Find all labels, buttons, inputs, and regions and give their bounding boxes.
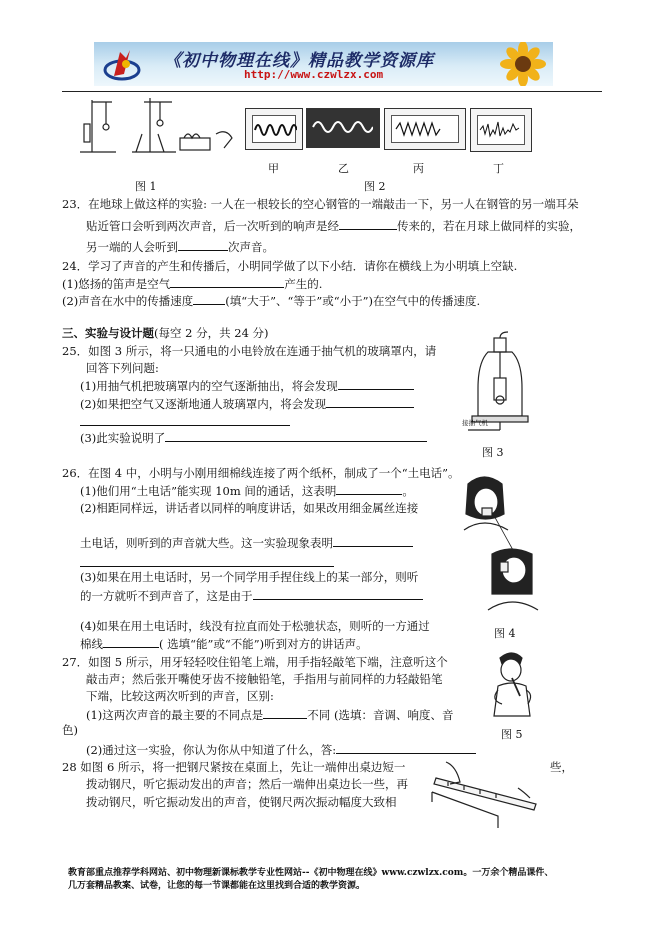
figure-6-ruler-on-table bbox=[428, 758, 540, 830]
banner-url[interactable]: http://www.czwlzx.com bbox=[244, 68, 384, 81]
footer-line-1: 教育部重点推荐学科网站、初中物理新课标教学专业性网站--《初中物理在线》www.czwlzx.com。一万余个精品课件、 bbox=[68, 868, 554, 878]
q27-blank-1[interactable] bbox=[263, 707, 307, 719]
q28-line-3: 拨动钢尺，听它振动发出的声音，使钢尺两次振动幅度大致相 bbox=[86, 795, 397, 809]
oscilloscope-b bbox=[306, 108, 380, 148]
q27-blank-2[interactable] bbox=[336, 742, 476, 754]
figure-5-boy-with-pencil bbox=[486, 650, 538, 724]
banner-title: 《初中物理在线》精品教学资源库 bbox=[164, 51, 434, 71]
q26-blank-1[interactable] bbox=[336, 483, 402, 495]
q27-line-3: 下端，比较这两次听到的声音，区别: bbox=[86, 689, 274, 703]
sunflower-icon bbox=[489, 42, 553, 86]
q25-blank-2-continued[interactable] bbox=[80, 425, 290, 426]
waveform-a bbox=[253, 116, 297, 144]
footer-line-2: 几万套精品教案、试卷，让您的每一节课都能在这里找到合适的教学资源。 bbox=[68, 881, 366, 891]
q23-line-1: 23．在地球上做这样的实验: 一人在一根较长的空心钢管的一端敲击一下，另一人在钢管的另一端耳朵 bbox=[62, 197, 579, 211]
figure-4-caption: 图 4 bbox=[494, 627, 516, 640]
figure-2-caption: 图 2 bbox=[364, 180, 386, 193]
waveform-d bbox=[478, 116, 524, 144]
q26-blank-2[interactable] bbox=[333, 535, 413, 547]
section-3-heading: 三、实验与设计题(每空 2 分，共 24 分) bbox=[62, 326, 269, 340]
q26-sub-1: (1)他们用“土电话”能实现 10m 间的通话，这表明 。 bbox=[80, 484, 414, 498]
q28-line-1: 28 如图 6 所示，将一把钢尺紧按在桌面上，先让一端伸出桌边短一 bbox=[62, 760, 406, 774]
q26-sub-2b: 土电话，则听到的声音就大些。这一实验现象表明 bbox=[80, 535, 413, 550]
q23-blank-1[interactable] bbox=[339, 218, 397, 230]
q27-line-2: 敲击声；然后张开嘴使牙齿不接触铅笔，手指用与前同样的力轻敲铅笔 bbox=[86, 672, 443, 686]
waveform-c bbox=[392, 116, 458, 142]
q26-blank-2-continued[interactable] bbox=[80, 566, 334, 567]
q25-blank-1[interactable] bbox=[338, 378, 414, 390]
q28-line-1-tail: 些， bbox=[550, 760, 573, 774]
q25-blank-3[interactable] bbox=[165, 430, 427, 442]
q25-blank-2[interactable] bbox=[326, 396, 414, 408]
figure-3-pump-label: 接抽气机 bbox=[462, 419, 488, 427]
q26-line-1: 26．在图 4 中，小明与小刚用细棉线连接了两个纸杯，制成了一个“土电话”。 bbox=[62, 466, 460, 480]
q27-sub-1-tail: 色) bbox=[62, 723, 78, 737]
oscilloscope-a bbox=[245, 108, 303, 150]
q26-sub-4a: (4)如果在用土电话时，线没有拉直而处于松驰状态，则听的一方通过 bbox=[80, 619, 430, 633]
site-logo-icon bbox=[102, 46, 142, 82]
q26-blank-4[interactable] bbox=[103, 636, 159, 648]
header-banner bbox=[94, 42, 553, 86]
q26-sub-2a: (2)相距同样远，讲话者以同样的响度讲话，如果改用细金属丝连接 bbox=[80, 501, 419, 515]
page-footer bbox=[68, 867, 553, 893]
figure-2-label-b: 乙 bbox=[338, 162, 349, 175]
q24-blank-2[interactable] bbox=[193, 293, 225, 305]
figure-5-caption: 图 5 bbox=[501, 728, 523, 741]
q27-sub-1: (1)这两次声音的最主要的不同点是 不同 (选填：音调、响度、音 bbox=[86, 708, 454, 722]
figure-3-caption: 图 3 bbox=[482, 446, 504, 459]
figure-1-caption: 图 1 bbox=[135, 180, 157, 193]
waveform-b bbox=[311, 113, 373, 141]
q27-line-1: 27．如图 5 所示，用牙轻轻咬住铅笔上端，用手指轻敲笔下端，注意听这个 bbox=[62, 655, 448, 669]
q24-line-1: 24．学习了声音的产生和传播后，小明同学做了以下小结．请你在横线上为小明填上空缺. bbox=[62, 259, 518, 273]
q24-blank-1[interactable] bbox=[170, 276, 284, 288]
q23-line-2: 贴近管口会听到两次声音，后一次听到的响声是经 传来的，若在月球上做同样的实验， bbox=[86, 219, 581, 233]
q23-blank-2[interactable] bbox=[178, 239, 228, 251]
q24-line-3: (2)声音在水中的传播速度 (填“大于”、“等于”或“小于”)在空气中的传播速度. bbox=[62, 294, 481, 308]
q26-sub-3a: (3)如果在用土电话时，另一个同学用手捏住线上的某一部分，则听 bbox=[80, 570, 419, 584]
q25-sub-2: (2)如果把空气又逐渐地通人玻璃罩内，将会发现 bbox=[80, 396, 414, 411]
q23-line-3: 另一端的人会听到 次声音。 bbox=[86, 240, 274, 254]
q24-line-2: (1)悠扬的笛声是空气 产生的. bbox=[62, 277, 323, 291]
q27-sub-2: (2)通过这一实验，你认为你从中知道了什么，答: bbox=[86, 742, 476, 757]
oscilloscope-c bbox=[384, 108, 466, 150]
figure-2-label-c: 丙 bbox=[413, 162, 424, 175]
q28-line-2: 拨动钢尺，听它振动发出的声音；然后一端伸出桌边长一些，再 bbox=[86, 777, 408, 791]
figure-2-label-d: 丁 bbox=[493, 162, 504, 175]
q25-sub-3: (3)此实验说明了 bbox=[80, 430, 427, 445]
figure-1-apparatus bbox=[76, 94, 236, 174]
q26-sub-3b: 的一方就听不到声音了，这是由于 bbox=[80, 588, 423, 603]
q25-sub-1: (1)用抽气机把玻璃罩内的空气逐渐抽出，将会发现 bbox=[80, 378, 414, 393]
q25-line-2: 回答下列问题: bbox=[86, 361, 159, 375]
oscilloscope-d bbox=[470, 108, 532, 152]
q26-blank-3[interactable] bbox=[253, 588, 423, 600]
q25-line-1: 25．如图 3 所示，将一只通电的小电铃放在连通于抽气机的玻璃罩内，请 bbox=[62, 344, 437, 358]
figure-4-string-telephone bbox=[462, 470, 544, 618]
q26-sub-4b: 棉线 ( 选填“能”或“不能”)听到对方的讲话声。 bbox=[80, 637, 368, 651]
figure-2-label-a: 甲 bbox=[268, 162, 279, 175]
header-rule bbox=[62, 91, 602, 92]
